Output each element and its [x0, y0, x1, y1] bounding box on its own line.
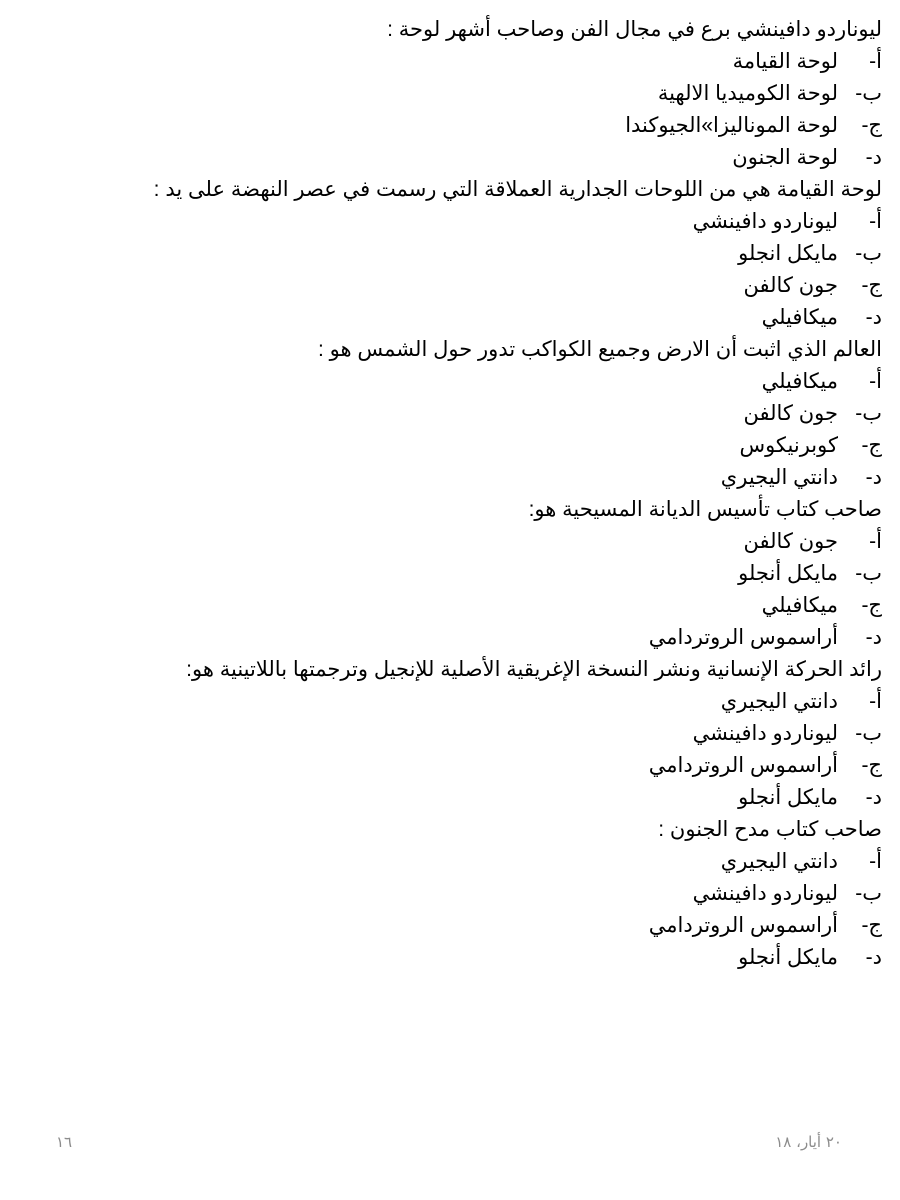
option-letter: ج-: [861, 914, 882, 937]
question-text: رائد الحركة الإنسانية ونشر النسخة الإغريقية الأصلية للإنجيل وترجمتها باللاتينية هو:: [186, 658, 882, 681]
option-text: كوبرنيكوس: [739, 434, 838, 457]
option-text: دانتي اليجيري: [720, 690, 838, 713]
footer-date: ٢٠ أيار، ١٨: [775, 1133, 842, 1151]
option-a: [122, 206, 882, 238]
option-c: [122, 750, 882, 782]
option-text: مايكل أنجلو: [738, 946, 838, 969]
option-text: ميكافيلي: [761, 370, 838, 393]
option-letter: ب-: [855, 562, 882, 585]
option-letter: د-: [865, 146, 882, 169]
option-b: [122, 558, 882, 590]
question-2: [122, 174, 882, 334]
option-c: [122, 430, 882, 462]
option-c: [122, 590, 882, 622]
option-a: [122, 366, 882, 398]
option-letter: د-: [865, 946, 882, 969]
option-a: [122, 46, 882, 78]
option-text: لوحة الكوميديا الالهية: [657, 82, 838, 105]
option-text: ميكافيلي: [761, 594, 838, 617]
option-letter: د-: [865, 626, 882, 649]
option-letter: أ-: [869, 50, 882, 73]
option-letter: أ-: [869, 370, 882, 393]
option-letter: أ-: [869, 530, 882, 553]
option-letter: ب-: [855, 242, 882, 265]
option-letter: ج-: [861, 594, 882, 617]
question-text: صاحب كتاب مدح الجنون :: [658, 818, 882, 841]
option-c: [122, 910, 882, 942]
option-a: [122, 526, 882, 558]
option-letter: ب-: [855, 402, 882, 425]
quiz-content: [122, 14, 882, 974]
option-text: ليوناردو دافينشي: [692, 210, 838, 233]
option-text: مايكل أنجلو: [738, 562, 838, 585]
option-letter: ب-: [855, 882, 882, 905]
option-text: أراسموس الروتردامي: [648, 754, 838, 777]
option-text: مايكل أنجلو: [738, 786, 838, 809]
option-letter: ج-: [861, 274, 882, 297]
question-4: [122, 494, 882, 654]
question-text: صاحب كتاب تأسيس الديانة المسيحية هو:: [528, 498, 882, 521]
option-text: أراسموس الروتردامي: [648, 626, 838, 649]
option-b: [122, 78, 882, 110]
option-d: [122, 622, 882, 654]
question-text: العالم الذي اثبت أن الارض وجميع الكواكب تدور حول الشمس هو :: [317, 338, 882, 361]
option-letter: ب-: [855, 82, 882, 105]
option-d: [122, 462, 882, 494]
option-d: [122, 302, 882, 334]
option-d: [122, 942, 882, 974]
option-text: ليوناردو دافينشي: [692, 722, 838, 745]
option-c: [122, 270, 882, 302]
question-3: [122, 334, 882, 494]
option-a: [122, 846, 882, 878]
option-text: لوحة القيامة: [732, 50, 838, 73]
option-d: [122, 782, 882, 814]
option-text: دانتي اليجيري: [720, 466, 838, 489]
option-d: [122, 142, 882, 174]
page-number: ١٦: [56, 1133, 73, 1151]
question-5: [122, 654, 882, 814]
option-a: [122, 686, 882, 718]
option-text: لوحة الموناليزا»الجيوكندا: [625, 114, 838, 137]
option-letter: أ-: [869, 690, 882, 713]
option-letter: د-: [865, 786, 882, 809]
option-letter: أ-: [869, 210, 882, 233]
option-text: جون كالفن: [743, 530, 838, 553]
option-text: مايكل انجلو: [738, 242, 838, 265]
question-1: [122, 14, 882, 174]
option-text: ليوناردو دافينشي: [692, 882, 838, 905]
option-letter: ب-: [855, 722, 882, 745]
option-letter: أ-: [869, 850, 882, 873]
option-letter: د-: [865, 306, 882, 329]
option-letter: د-: [865, 466, 882, 489]
option-b: [122, 718, 882, 750]
question-text: ليوناردو دافينشي برع في مجال الفن وصاحب أشهر لوحة :: [387, 18, 882, 41]
option-b: [122, 878, 882, 910]
option-text: دانتي اليجيري: [720, 850, 838, 873]
option-letter: ج-: [861, 754, 882, 777]
option-b: [122, 238, 882, 270]
option-text: جون كالفن: [743, 274, 838, 297]
option-text: لوحة الجنون: [732, 146, 838, 169]
option-text: ميكافيلي: [761, 306, 838, 329]
option-b: [122, 398, 882, 430]
option-letter: ج-: [861, 434, 882, 457]
option-c: [122, 110, 882, 142]
option-letter: ج-: [861, 114, 882, 137]
question-6: [122, 814, 882, 974]
option-text: جون كالفن: [743, 402, 838, 425]
question-text: لوحة القيامة هي من اللوحات الجدارية العملاقة التي رسمت في عصر النهضة على يد :: [153, 178, 882, 201]
option-text: أراسموس الروتردامي: [648, 914, 838, 937]
